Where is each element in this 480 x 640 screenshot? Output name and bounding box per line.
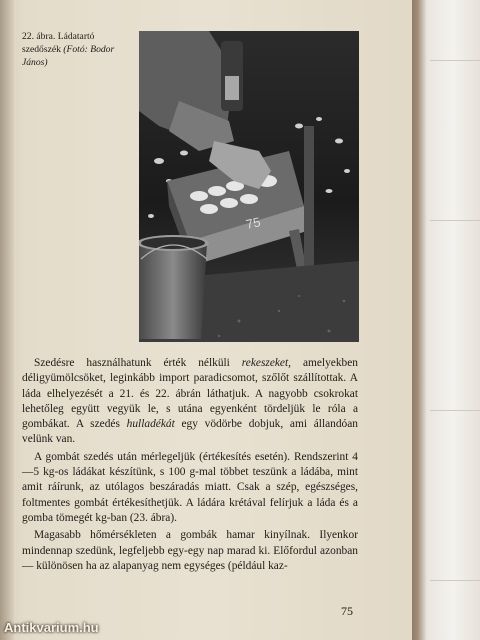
caption-source: (Fotó: Bodor János)	[22, 44, 115, 68]
paragraph-1-emphasis-2: hulladékát	[126, 418, 175, 431]
paragraph-1-part-b: amelyekben déligyümölcsöket, leginkább import paradicsomot, szőlőt szállítottak. A láda elhelyezését a 21. és 22. ábrán láthatjuk. A nagyobb csokrokat lehetőleg együtt vegyük le, s utána egyenként tördeljük le róla a gombákat. A szedés	[22, 357, 358, 431]
caption-title: Ládatartó szedőszék	[22, 31, 95, 55]
caption-number: 22. ábra.	[22, 31, 56, 42]
paragraph-1	[22, 356, 358, 448]
paragraph-3: Magasabb hőmérsékleten a gombák hamar kinyílnak. Ilyenkor mindennap szedünk, legfeljebb egy-egy nap marad ki. Előfordul azonban — különösen ha az alapanyag nem egységes (például kaz-	[22, 529, 358, 572]
page-edge-line	[430, 220, 480, 221]
crate-number-label: 75	[244, 214, 262, 232]
page-number: 75	[341, 604, 353, 618]
page-edge-line	[430, 580, 480, 581]
page-edge	[412, 0, 480, 640]
page-edge-line	[430, 60, 480, 61]
paragraph-1-part-a: Szedésre használhatunk érték nélküli	[34, 357, 242, 369]
figure-caption	[22, 30, 134, 69]
body-text	[22, 350, 358, 576]
page-edge-line	[430, 410, 480, 411]
figure-photo	[139, 31, 359, 342]
paragraph-2: A gombát szedés után mérlegeljük (értékesítés esetén). Rendszerint 4—5 kg-os ládákat készítünk, s 100 g-mal többet teszünk a ládába, mint amit ráírunk, az utólagos beszáradás miatt. Csak a szép, egészséges, foltmentes gombát értékesíthetjük. A ládára krétával felírjuk a láda és a gomba tömegét kg-ban (23. ábra).	[22, 450, 358, 524]
paragraph-1-part-c: egy vödörbe dobjuk, ami állandóan velünk van.	[22, 418, 359, 446]
gutter-shadow	[0, 0, 14, 640]
paragraph-1-emphasis-1: rekeszeket,	[241, 357, 292, 369]
watermark: Antikvarium.hu	[4, 620, 99, 635]
photo-illustration	[139, 31, 359, 342]
